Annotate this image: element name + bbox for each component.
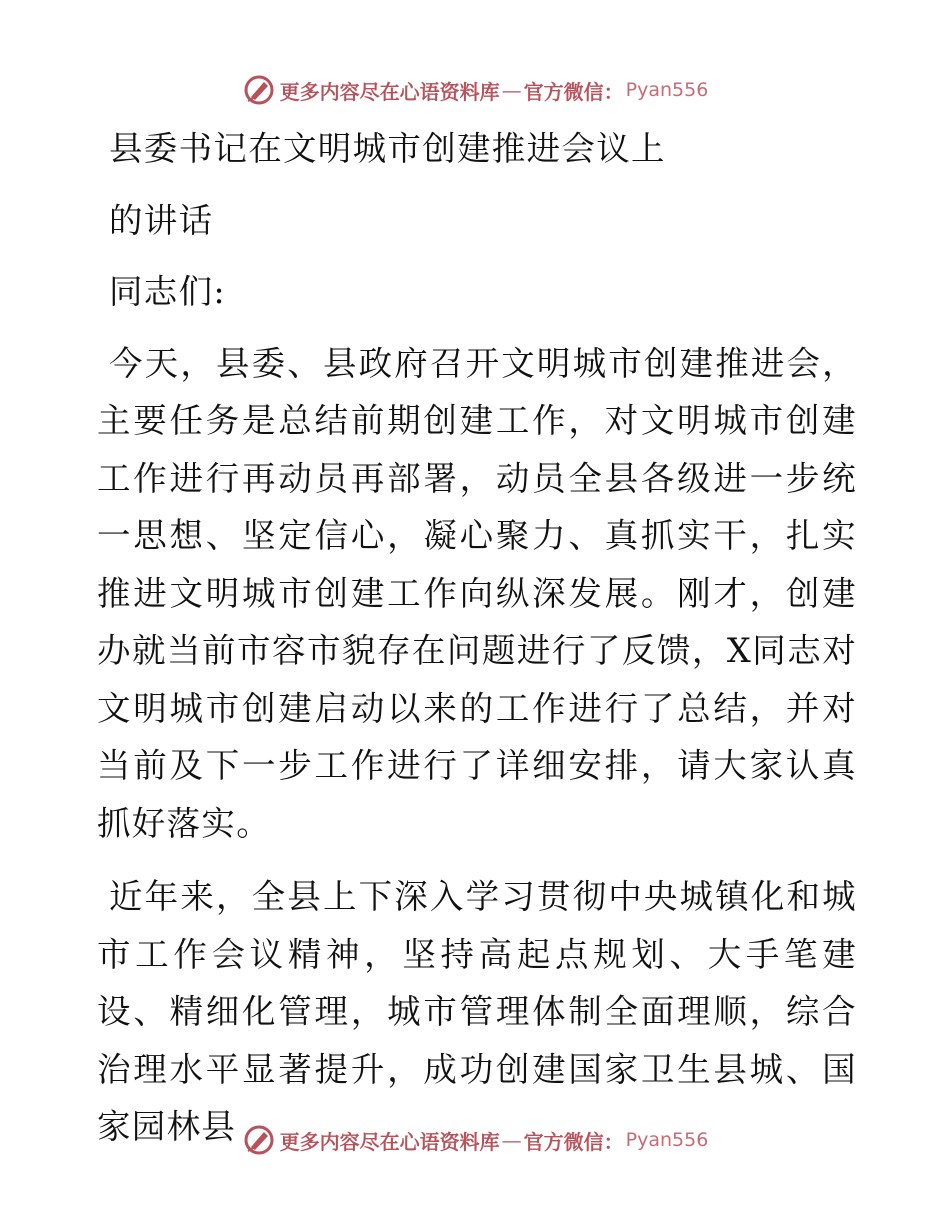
salutation: 同志们: xyxy=(109,272,226,311)
banner-wechat-label: 官方微信： xyxy=(523,1129,624,1154)
paragraph-2: 近年来，全县上下深入学习贯彻中央城镇化和城市工作会议精神，坚持高起点规划、大手笔建设、精细化管理，城市管理体制全面理顺，综合治理水平显著提升，成功创建国家卫生县城、国家园林县 xyxy=(97,877,857,1146)
header-banner xyxy=(0,70,950,110)
banner-separator: — xyxy=(501,78,522,102)
document-title-line-1: 县委书记在文明城市创建推进会议上 xyxy=(109,129,666,168)
banner-handle: Pyan556 xyxy=(625,1129,709,1151)
document-title-line-2: 的讲话 xyxy=(109,200,214,240)
banner-wechat-label: 官方微信： xyxy=(523,79,624,104)
footer-banner xyxy=(0,1120,950,1160)
paragraph-1: 今天，县委、县政府召开文明城市创建推进会，主要任务是总结前期创建工作，对文明城市创建工作进行再动员再部署，动员全县各级进一步统一思想、坚定信心，凝心聚力、真抓实干，扎实推进文明城市创建工作向纵深发展。刚才，创建办就当前市容市貌存在问题进行了反馈，X同志对文明城市创建启动以来的工作进行了总结，并对当前及下一步工作进行了详细安排，请大家认真抓好落实。 xyxy=(97,343,857,843)
banner-separator: — xyxy=(501,1128,522,1152)
pen-logo-icon xyxy=(242,1123,276,1157)
banner-brand: 更多内容尽在心语资料库 xyxy=(279,79,500,104)
banner-handle: Pyan556 xyxy=(625,79,709,101)
banner-brand: 更多内容尽在心语资料库 xyxy=(279,1129,500,1154)
document-body xyxy=(97,120,857,1156)
pen-logo-icon xyxy=(242,73,276,107)
